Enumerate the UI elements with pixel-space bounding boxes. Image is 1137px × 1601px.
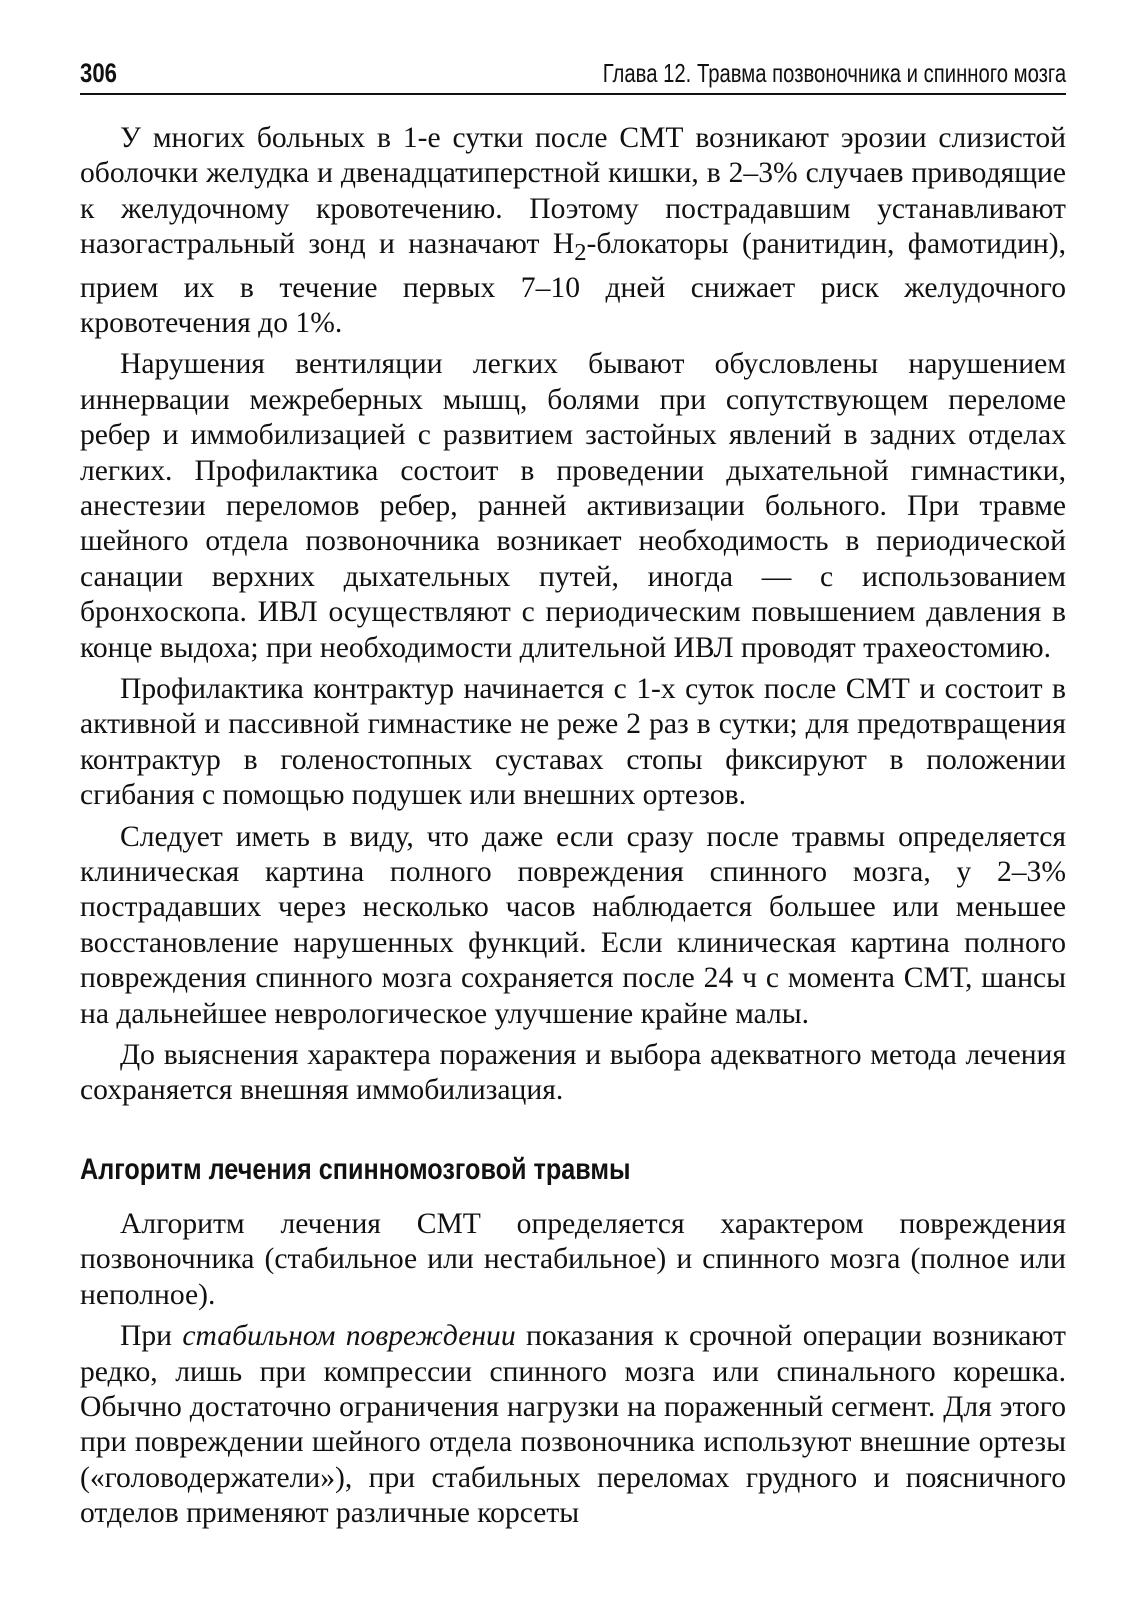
subscript-2: 2 [574, 239, 587, 267]
paragraph-contractures: Профилактика контрактур начинается с 1-х суток после СМТ и состоит в активной и пассивной гимнастике не реже 2 раз в сутки; для предотвращения контрактур в голеностопных суставах стопы фиксируют в положении сгибания с помощью подушек или внешних ортезов. [80, 673, 1066, 812]
section-heading: Алгоритм лечения спинномозговой травмы [80, 1152, 631, 1186]
paragraph-text: -блокаторы (ранитидин, фамотидин), прием их в течение первых 7–10 дней снижает риск желудочного кровотечения до 1%. [80, 228, 1066, 339]
italic-term: стабильном повреждении [182, 1320, 516, 1353]
paragraph-text: При [120, 1320, 183, 1353]
paragraph-immobilization: До выяснения характера поражения и выбора адекватного метода лечения сохраняется внешняя иммобилизация. [80, 1039, 1066, 1107]
paragraph-recovery: Следует иметь в виду, что даже если сразу после травмы определяется клиническая картина полного повреждения спинного мозга, у 2–3% пострадавших через несколько часов наблюдается большее или меньшее восстановление нарушенных функций. Если клиническая картина полного повреждения спинного мозга сохраняется после 24 ч с момента СМТ, шансы на дальнейшее неврологическое улучшение крайне малы. [80, 820, 1066, 1030]
body-text [80, 121, 1066, 1532]
paragraph-ventilation: Нарушения вентиляции легких бывают обусловлены нарушением иннервации межреберных мышц, болями при сопутствующем переломе ребер и иммобилизацией с развитием застойных явлений в задних отделах легких. Профилактика состоит в проведении дыхательной гимнастики, анестезии переломов ребер, ранней активизации больного. При травме шейного отдела позвоночника возникает необходимость в периодической санации верхних дыхательных путей, иногда — с использованием бронхоскопа. ИВЛ осуществляют с периодическим повышением давления в конце выдоха; при необходимости длительной ИВЛ проводят трахеостомию. [80, 348, 1066, 664]
paragraph-stable-injury [80, 1319, 1066, 1531]
page-number: 306 [80, 58, 117, 88]
paragraph-text: показания к срочной операции возникают редко, лишь при компрессии спинного мозга или спинального корешка. Обычно достаточно ограничения нагрузки на пораженный сегмент. Для этого при повреждении шейного отдела позвоночника используют внешние ортезы («головодержатели»), при стабильных переломах грудного и поясничного отделов применяют различные корсеты [80, 1320, 1066, 1530]
paragraph-text: У многих больных в 1-е сутки после СМТ возникают эрозии слизистой оболочки желудка и двенадцатиперстной кишки, в 2–3% случаев приводящие к желудочному кровотечению. Поэтому пострадавшим устанавливают назогастральный зонд и назначают H [80, 122, 1066, 261]
paragraph-gastric-erosions [80, 121, 1066, 341]
book-page [80, 58, 1066, 1538]
chapter-title: Глава 12. Травма позвоночника и спинного мозга [602, 58, 1066, 88]
running-head [80, 58, 1066, 95]
paragraph-algorithm: Алгоритм лечения СМТ определяется характером повреждения позвоночника (стабильное или нестабильное) и спинного мозга (полное или неполное). [80, 1207, 1066, 1311]
